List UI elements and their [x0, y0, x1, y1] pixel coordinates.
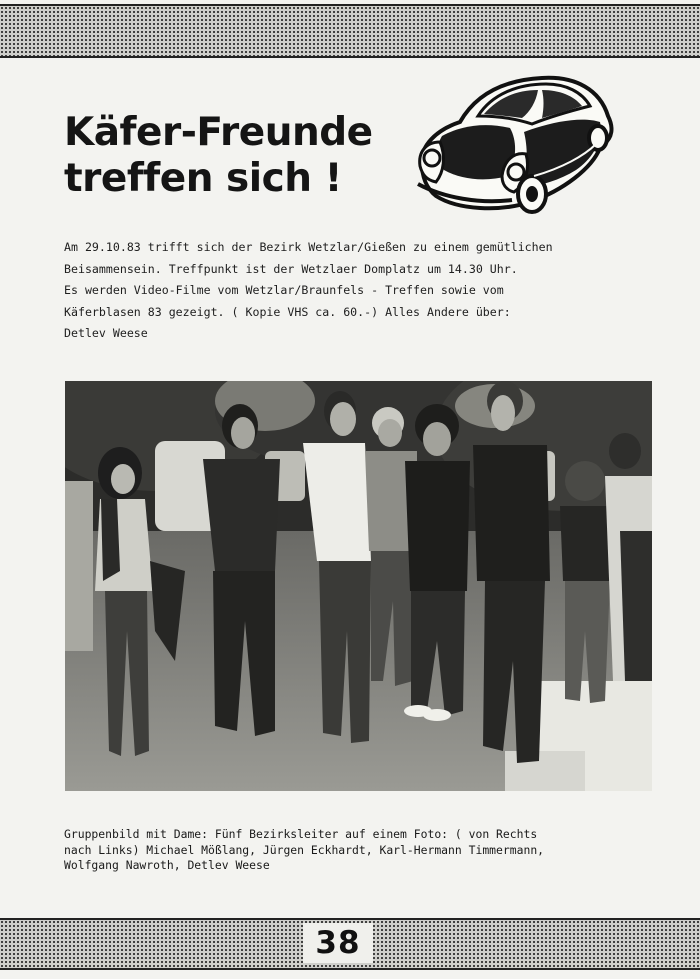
caption-line: Gruppenbild mit Dame: Fünf Bezirksleiter auf einem Foto: ( von Rechts — [64, 827, 538, 841]
intro-line: Es werden Video-Filme vom Wetzlar/Braunfels - Treffen sowie vom — [64, 283, 504, 297]
headline-line-1: Käfer-Freunde — [64, 110, 373, 155]
page-number: 38 — [303, 923, 373, 963]
article-headline — [64, 110, 424, 202]
caption-line: nach Links) Michael Mößlang, Jürgen Eckhardt, Karl-Hermann Timmermann, — [64, 842, 545, 857]
group-photo — [65, 381, 652, 791]
intro-line: Beisammensein. Treffpunkt ist der Wetzlaer Domplatz um 14.30 Uhr. — [64, 261, 518, 276]
article-intro-text — [64, 237, 644, 345]
headline-line-2: treffen sich ! — [64, 156, 342, 201]
photo-caption — [64, 827, 654, 874]
header-dot-pattern-band — [0, 4, 700, 58]
intro-line: Detlev Weese — [64, 326, 148, 340]
intro-line: Am 29.10.83 trifft sich der Bezirk Wetzlar/Gießen zu einem gemütlichen — [64, 240, 553, 254]
group-photo-image — [65, 381, 652, 791]
caption-line: Wolfgang Nawroth, Detlev Weese — [64, 858, 270, 872]
vw-beetle-illustration-icon — [414, 72, 616, 216]
intro-line: Käferblasen 83 gezeigt. ( Kopie VHS ca. 60.-) Alles Andere über: — [64, 304, 511, 319]
